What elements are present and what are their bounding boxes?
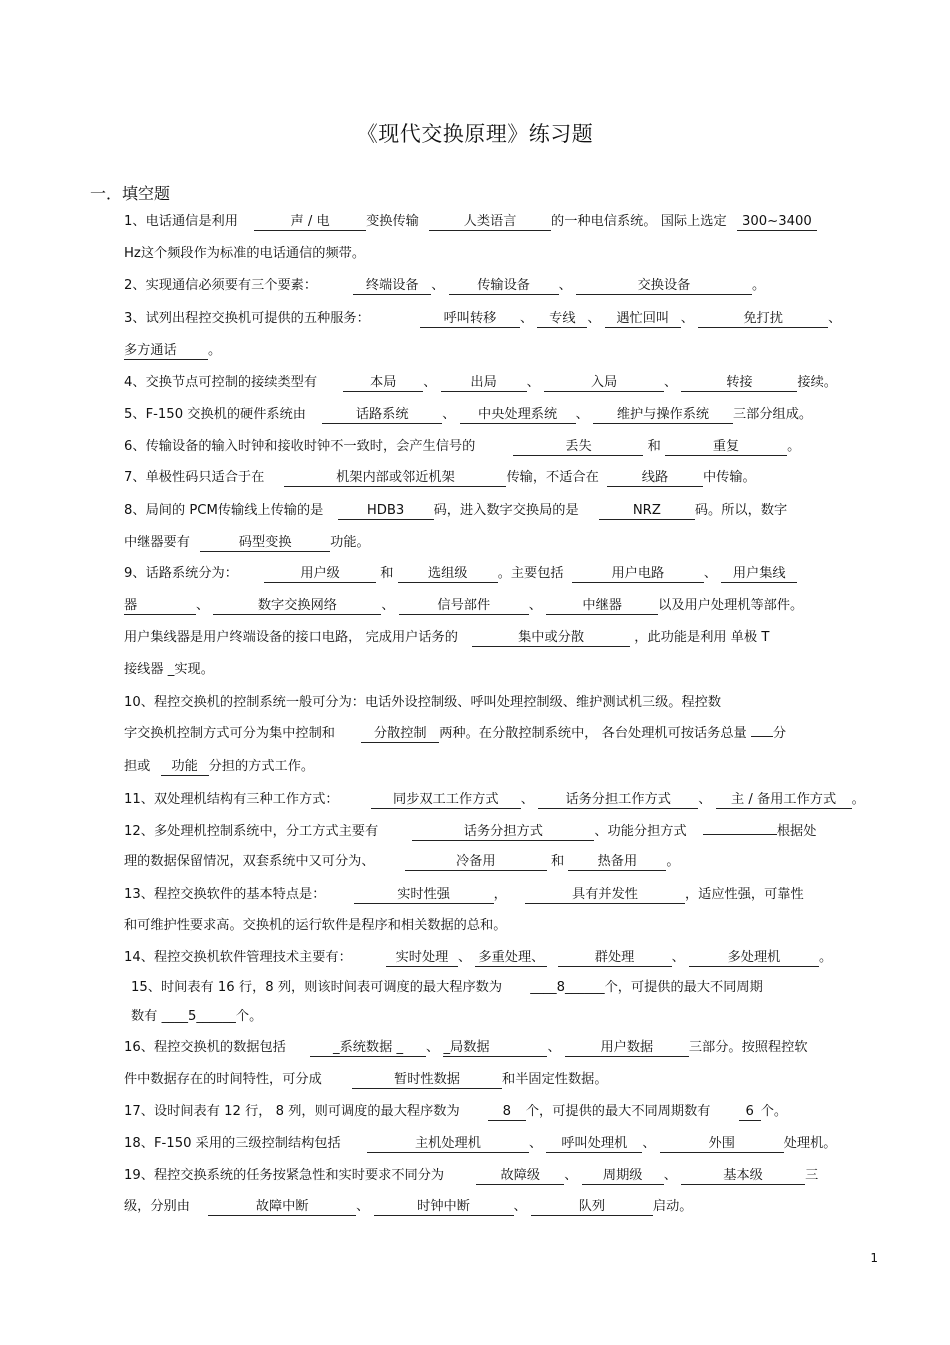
answer-blank: 呼叫转移 bbox=[420, 311, 520, 328]
answer-blank: 周期级 bbox=[582, 1168, 664, 1185]
question-16-line-1: 16、程控交换机的数据包括 _系统数据 _ 、 _局数据 、 用户数据 三部分。按照程控软 bbox=[124, 1040, 808, 1055]
question-9-line-4: 接线器 _实现。 bbox=[124, 662, 214, 677]
answer-blank: 用户级 bbox=[264, 566, 376, 583]
question-14: 14、程控交换机软件管理技术主要有： 实时处理 、 多重处理、 群处理 、 多处理机 。 bbox=[124, 950, 833, 965]
question-19-line-2: 级，分别由 故障中断 、 时钟中断 、 队列 启动。 bbox=[124, 1199, 693, 1214]
answer-blank: 中继器 bbox=[546, 598, 658, 615]
question-13-line-1: 13、程控交换软件的基本特点是： 实时性强 ， 具有并发性 ，适应性强，可靠性 bbox=[124, 887, 804, 902]
answer-blank: 终端设备 bbox=[353, 278, 431, 295]
answer-blank bbox=[703, 834, 777, 835]
answer-blank: 入局 bbox=[544, 375, 664, 392]
answer-blank: 外围 bbox=[660, 1136, 784, 1153]
answer-blank: 呼叫处理机 bbox=[546, 1136, 642, 1153]
answer-blank: 重复 bbox=[665, 439, 787, 456]
answer-blank: 冷备用 bbox=[405, 854, 547, 871]
answer-blank: 暂时性数据 bbox=[352, 1072, 502, 1089]
answer-blank: 人类语言 bbox=[429, 214, 551, 231]
answer-blank: NRZ bbox=[599, 503, 695, 520]
answer-blank: 线路 bbox=[607, 470, 703, 487]
answer-blank: 队列 bbox=[531, 1199, 653, 1216]
answer-blank: 热备用 bbox=[568, 854, 666, 871]
question-17: 17、设时间表有 12 行， 8 列，则可调度的最大程序数为 8 个，可提供的最大不同周期数有 6 个。 bbox=[124, 1104, 788, 1119]
answer-blank: 话务分担工作方式 bbox=[538, 792, 698, 809]
answer-blank: 实时处理 bbox=[386, 950, 458, 967]
question-9-line-3: 用户集线器是用户终端设备的接口电路， 完成用户话务的 集中或分散 ，此功能是利用 单极 T bbox=[124, 630, 770, 645]
answer-blank: 故障级 bbox=[476, 1168, 564, 1185]
question-11: 11、双处理机结构有三种工作方式： 同步双工工作方式 、 话务分担工作方式 、 主 / 备用工作方式 。 bbox=[124, 792, 865, 807]
question-10-line-1: 10、程控交换机的控制系统一般可分为：电话外设控制级、呼叫处理控制级、维护测试机三级。程控数 bbox=[124, 695, 722, 710]
answer-blank: 多重处理、 bbox=[475, 950, 547, 967]
question-2: 2、实现通信必须要有三个要素： 终端设备 、 传输设备 、 交换设备 。 bbox=[124, 278, 766, 293]
answer-blank: 用户数据 bbox=[565, 1040, 689, 1057]
answer-blank: 分散控制 bbox=[361, 726, 439, 743]
answer-blank: 信号部件 bbox=[399, 598, 529, 615]
question-5: 5、F-150 交换机的硬件系统由 话路系统 、 中央处理系统 、 维护与操作系统 三部分组成。 bbox=[124, 407, 813, 422]
answer-blank: 功能 bbox=[161, 759, 209, 776]
answer-blank: 维护与操作系统 bbox=[593, 407, 733, 424]
answer-blank: 传输设备 bbox=[449, 278, 559, 295]
answer-blank: 主机处理机 bbox=[367, 1136, 529, 1153]
answer-blank: 群处理 bbox=[558, 950, 672, 967]
question-1-line-1: 1、电话通信是利用 声 / 电 变换传输 人类语言 的一种电信系统。 国际上选定 300~3400 bbox=[124, 213, 817, 231]
answer-blank: 转接 bbox=[681, 375, 797, 392]
answer-blank: 实时性强 bbox=[354, 887, 494, 904]
answer-blank: 遇忙回叫 bbox=[605, 311, 681, 328]
answer-blank: ____8______ bbox=[530, 980, 605, 995]
answer-blank: 话路系统 bbox=[322, 407, 442, 424]
section-heading: 一．填空题 bbox=[90, 184, 171, 203]
answer-blank: 码型变换 bbox=[200, 535, 330, 552]
question-12-line-2: 理的数据保留情况，双套系统中又可分为、 冷备用 和 热备用 。 bbox=[124, 854, 680, 869]
question-12-line-1: 12、多处理机控制系统中，分工方式主要有 话务分担方式 、功能分担方式 根据处 bbox=[124, 824, 817, 839]
answer-blank: 故障中断 bbox=[208, 1199, 356, 1216]
question-6: 6、传输设备的输入时钟和接收时钟不一致时，会产生信号的 丢失 和 重复 。 bbox=[124, 439, 801, 454]
question-19-line-1: 19、程控交换系统的任务按紧急性和实时要求不同分为 故障级 、 周期级 、 基本级 三 bbox=[124, 1168, 819, 1183]
answer-blank bbox=[751, 736, 773, 737]
answer-blank: 选组级 bbox=[398, 566, 498, 583]
question-9-line-2: 器 、 数字交换网络 、 信号部件 、 中继器 以及用户处理机等部件。 bbox=[124, 598, 804, 613]
question-3-line-2: 多方通话 。 bbox=[124, 343, 222, 358]
page-number: 1 bbox=[870, 1251, 878, 1265]
answer-blank: 6 bbox=[739, 1104, 761, 1121]
question-10-line-2: 字交换机控制方式可分为集中控制和 分散控制 两种。在分散控制系统中， 各台处理机可按话务总量 分 bbox=[124, 726, 787, 741]
question-4: 4、交换节点可控制的接续类型有 本局 、 出局 、 入局 、 转接 接续。 bbox=[124, 375, 837, 390]
answer-blank: 专线 bbox=[537, 311, 587, 328]
question-15-line-2: 数有 ____5______个。 bbox=[131, 1009, 263, 1024]
answer-blank: HDB3 bbox=[338, 503, 434, 520]
answer-blank: _局数据 bbox=[443, 1040, 547, 1057]
answer-blank: 时钟中断 bbox=[374, 1199, 514, 1216]
answer-blank: 交换设备 bbox=[576, 278, 752, 295]
question-9-line-1: 9、话路系统分为： 用户级 和 选组级 。主要包括 用户电路 、 用户集线 bbox=[124, 565, 797, 583]
answer-blank: 多处理机 bbox=[689, 950, 819, 967]
question-8-line-2: 中继器要有 码型变换 功能。 bbox=[124, 535, 370, 550]
question-18: 18、F-150 采用的三级控制结构包括 主机处理机 、 呼叫处理机 、 外围 处理机。 bbox=[124, 1136, 837, 1151]
answer-blank: 数字交换网络 bbox=[213, 598, 381, 615]
answer-blank: 多方通话 bbox=[124, 343, 208, 360]
answer-blank: 300~3400 bbox=[737, 214, 817, 231]
answer-blank: _系统数据 _ bbox=[310, 1040, 426, 1057]
answer-blank: 话务分担方式 bbox=[412, 824, 594, 841]
answer-blank: 声 / 电 bbox=[254, 214, 366, 231]
answer-blank: ____5______ bbox=[161, 1009, 236, 1024]
answer-blank: 机架内部或邻近机架 bbox=[284, 470, 506, 487]
question-16-line-2: 件中数据存在的时间特性，可分成 暂时性数据 和半固定性数据。 bbox=[124, 1072, 608, 1087]
question-7: 7、单极性码只适合于在 机架内部或邻近机架 传输，不适合在 线路 中传输。 bbox=[124, 470, 756, 485]
answer-blank: 主 / 备用工作方式 bbox=[716, 792, 852, 809]
document-title: 《现代交换原理》练习题 bbox=[356, 122, 594, 146]
question-1-line-2: Hz这个频段作为标准的电话通信的频带。 bbox=[124, 246, 366, 261]
answer-blank: 用户集线 bbox=[721, 566, 797, 583]
question-15-line-1: 15、时间表有 16 行，8 列，则该时间表可调度的最大程序数为 ____8______个，可提供的最大不同周期 bbox=[131, 980, 763, 995]
answer-blank: 中央处理系统 bbox=[460, 407, 576, 424]
answer-blank: 用户电路 bbox=[572, 566, 704, 583]
answer-blank: 同步双工工作方式 bbox=[371, 792, 521, 809]
answer-blank: 基本级 bbox=[681, 1168, 805, 1185]
answer-blank: 集中或分散 bbox=[472, 630, 630, 647]
question-8-line-1: 8、局间的 PCM传输线上传输的是 HDB3 码，进入数字交换局的是 NRZ 码。所以，数字 bbox=[124, 503, 788, 518]
answer-blank: 8 bbox=[488, 1104, 526, 1121]
question-10-line-3: 担或 功能 分担的方式工作。 bbox=[124, 759, 315, 774]
answer-blank: 具有并发性 bbox=[525, 887, 685, 904]
answer-blank: 丢失 bbox=[513, 439, 643, 456]
answer-blank: 本局 bbox=[343, 375, 423, 392]
answer-blank: 免打扰 bbox=[698, 311, 828, 328]
question-3-line-1: 3、试列出程控交换机可提供的五种服务： 呼叫转移 、 专线 、 遇忙回叫 、 免打扰 、 bbox=[124, 311, 842, 326]
answer-blank: 出局 bbox=[441, 375, 527, 392]
answer-blank: 器 bbox=[124, 598, 196, 615]
question-13-line-2: 和可维护性要求高。交换机的运行软件是程序和相关数据的总和。 bbox=[124, 918, 507, 933]
